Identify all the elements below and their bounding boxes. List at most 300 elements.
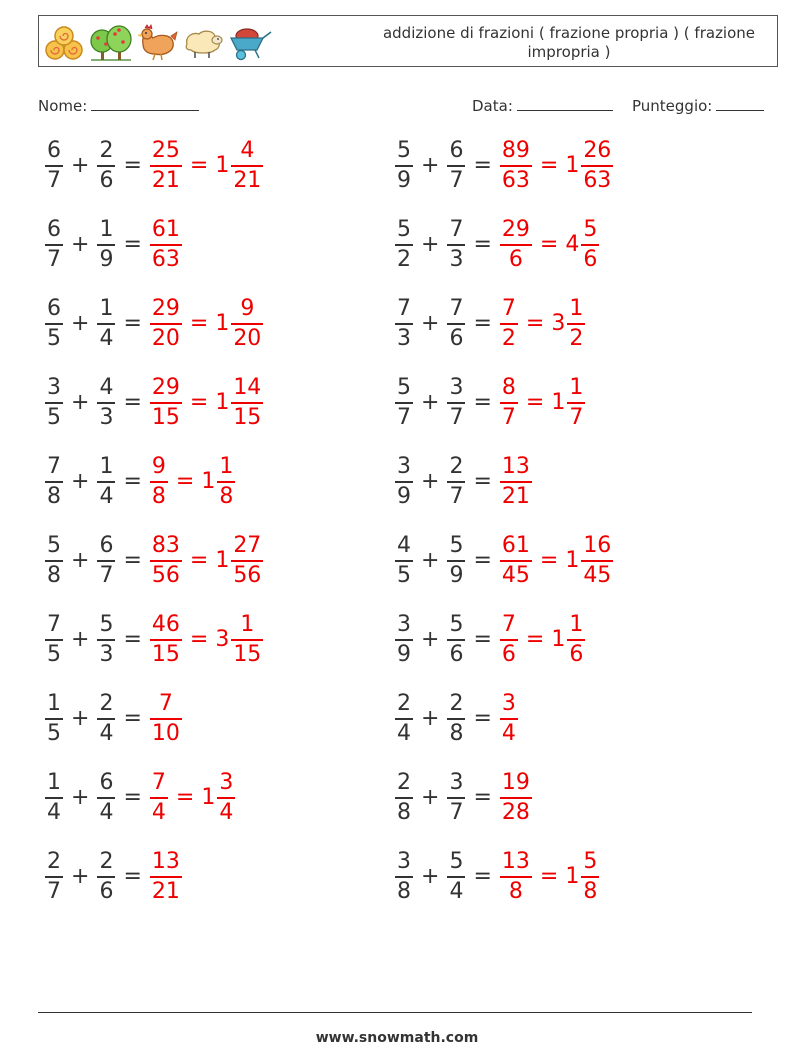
- addend-2-denominator: 7: [449, 800, 464, 825]
- mixed-denominator: 2: [569, 326, 584, 351]
- plus-sign: +: [421, 232, 440, 257]
- addend-1-fraction: [394, 533, 414, 589]
- addend-2-denominator: 3: [99, 405, 114, 430]
- addend-1-fraction: [44, 533, 64, 589]
- mixed-fraction: [216, 454, 236, 510]
- addend-1-fraction: [44, 375, 64, 431]
- result-fraction-bar: [150, 165, 182, 167]
- addend-1-numerator: 3: [47, 375, 61, 400]
- equals-sign: =: [123, 469, 142, 494]
- mixed-fraction-bar: [231, 323, 263, 325]
- problem-item: [44, 847, 183, 907]
- result-numerator: 89: [501, 138, 530, 163]
- addend-1-numerator: 5: [397, 217, 411, 242]
- answer: [499, 454, 533, 510]
- addend-2-denominator: 4: [99, 721, 114, 746]
- answer: [149, 375, 264, 431]
- addend-2-denominator: 4: [99, 326, 114, 351]
- mixed-fraction-bar: [567, 323, 585, 325]
- equals-sign: =: [123, 706, 142, 731]
- result-denominator: 15: [151, 642, 180, 667]
- result-numerator: 13: [501, 454, 530, 479]
- result-denominator: 63: [501, 168, 530, 193]
- answer: [499, 217, 600, 273]
- mixed-numerator: 16: [583, 533, 612, 558]
- addend-1-fraction: [44, 691, 64, 747]
- result-numerator: 7: [158, 691, 173, 716]
- plus-sign: +: [71, 627, 90, 652]
- addend-2-fraction: [446, 849, 466, 905]
- addend-1-fraction-bar: [395, 639, 413, 641]
- answer: [499, 138, 614, 194]
- mixed-whole-number: 1: [215, 390, 230, 415]
- result-fraction: [499, 217, 533, 273]
- result-fraction-bar: [500, 876, 532, 878]
- result-denominator: 8: [151, 484, 166, 509]
- hen-icon: [135, 22, 179, 62]
- addend-1-numerator: 3: [397, 454, 411, 479]
- plus-sign: +: [71, 311, 90, 336]
- equals-sign: =: [123, 548, 142, 573]
- addend-2-fraction-bar: [97, 876, 115, 878]
- addend-2-fraction-bar: [97, 244, 115, 246]
- mixed-denominator: 45: [583, 563, 612, 588]
- problem-item: [44, 215, 183, 275]
- addend-1-numerator: 5: [397, 138, 411, 163]
- mixed-numerator: 1: [569, 296, 584, 321]
- addend-2-fraction: [96, 533, 116, 589]
- addend-2-fraction: [96, 375, 116, 431]
- mixed-fraction-bar: [581, 165, 613, 167]
- equals-sign: =: [123, 390, 142, 415]
- addend-2-fraction-bar: [447, 402, 465, 404]
- addend-2-denominator: 4: [99, 800, 114, 825]
- addend-2-fraction-bar: [447, 165, 465, 167]
- addend-2-fraction-bar: [447, 639, 465, 641]
- equals-sign: =: [473, 232, 492, 257]
- answer: [499, 770, 533, 826]
- equals-sign: =: [473, 548, 492, 573]
- equals-sign: =: [473, 627, 492, 652]
- result-numerator: 19: [501, 770, 530, 795]
- addend-2-denominator: 3: [99, 642, 114, 667]
- addend-2-fraction: [446, 217, 466, 273]
- addend-2-fraction-bar: [97, 165, 115, 167]
- addend-1-fraction-bar: [45, 797, 63, 799]
- addend-1-denominator: 8: [47, 563, 61, 588]
- result-fraction: [149, 296, 183, 352]
- problem-item: [44, 294, 264, 354]
- equals-sign: =: [473, 864, 492, 889]
- answer-equals-sign: =: [189, 390, 209, 415]
- problem-item: [394, 689, 519, 749]
- addend-1-numerator: 2: [397, 770, 411, 795]
- addend-2-fraction: [96, 454, 116, 510]
- addend-2-denominator: 7: [449, 405, 464, 430]
- result-denominator: 4: [501, 721, 516, 746]
- mixed-fraction: [566, 375, 586, 431]
- result-numerator: 25: [151, 138, 180, 163]
- mixed-fraction: [230, 296, 264, 352]
- worksheet-title: addizione di frazioni ( frazione propria ) ( frazione impropria ): [382, 24, 756, 61]
- addend-2-fraction: [446, 770, 466, 826]
- result-numerator: 3: [501, 691, 516, 716]
- answer-equals-sign: =: [189, 627, 209, 652]
- mixed-fraction: [580, 533, 614, 589]
- addend-2-numerator: 5: [449, 849, 464, 874]
- answer: [149, 612, 264, 668]
- answer: [149, 454, 236, 510]
- addend-1-numerator: 1: [47, 770, 61, 795]
- result-fraction: [499, 533, 533, 589]
- addend-2-fraction-bar: [97, 323, 115, 325]
- addend-1-denominator: 3: [397, 326, 411, 351]
- mixed-whole-number: 1: [215, 153, 230, 178]
- result-denominator: 45: [501, 563, 530, 588]
- problem-item: [44, 531, 264, 591]
- mixed-denominator: 20: [233, 326, 262, 351]
- addend-2-numerator: 1: [99, 454, 114, 479]
- equals-sign: =: [123, 785, 142, 810]
- result-fraction-bar: [500, 323, 518, 325]
- mixed-fraction-bar: [231, 165, 263, 167]
- addend-2-fraction-bar: [97, 797, 115, 799]
- answer: [149, 296, 264, 352]
- addend-1-fraction-bar: [45, 718, 63, 720]
- date-field: [472, 94, 613, 115]
- mixed-whole-number: 1: [201, 785, 216, 810]
- plus-sign: +: [71, 864, 90, 889]
- addend-2-denominator: 6: [99, 168, 114, 193]
- result-fraction: [499, 612, 519, 668]
- mixed-numerator: 26: [583, 138, 612, 163]
- addend-1-denominator: 4: [397, 721, 411, 746]
- addend-2-numerator: 5: [449, 612, 464, 637]
- result-fraction: [499, 849, 533, 905]
- addend-1-numerator: 6: [47, 296, 61, 321]
- addend-1-fraction: [44, 296, 64, 352]
- result-fraction: [149, 533, 183, 589]
- score-blank: [716, 94, 764, 111]
- result-denominator: 10: [151, 721, 180, 746]
- addend-1-denominator: 5: [397, 563, 411, 588]
- answer: [499, 691, 519, 747]
- result-numerator: 29: [501, 217, 530, 242]
- addend-1-numerator: 5: [47, 533, 61, 558]
- addend-2-fraction-bar: [447, 718, 465, 720]
- mixed-fraction-bar: [581, 560, 613, 562]
- hay-bales-icon: [43, 22, 85, 62]
- result-numerator: 61: [501, 533, 530, 558]
- plus-sign: +: [71, 390, 90, 415]
- addend-2-fraction-bar: [447, 481, 465, 483]
- addend-1-fraction: [394, 454, 414, 510]
- mixed-fraction: [580, 849, 600, 905]
- result-denominator: 8: [508, 879, 523, 904]
- mixed-fraction: [230, 612, 264, 668]
- mixed-whole-number: 1: [565, 548, 580, 573]
- mixed-denominator: 21: [233, 168, 262, 193]
- addend-1-numerator: 7: [47, 454, 61, 479]
- plus-sign: +: [421, 390, 440, 415]
- addend-1-fraction: [394, 138, 414, 194]
- addend-1-fraction: [44, 454, 64, 510]
- problem-item: [394, 610, 586, 670]
- mixed-denominator: 63: [583, 168, 612, 193]
- result-denominator: 20: [151, 326, 180, 351]
- addend-1-denominator: 5: [47, 326, 61, 351]
- addend-2-fraction: [96, 770, 116, 826]
- addend-1-denominator: 2: [397, 247, 411, 272]
- plus-sign: +: [421, 864, 440, 889]
- mixed-fraction-bar: [567, 402, 585, 404]
- answer: [149, 691, 183, 747]
- result-denominator: 7: [501, 405, 516, 430]
- addend-2-fraction: [446, 612, 466, 668]
- mixed-fraction-bar: [231, 639, 263, 641]
- addend-2-fraction: [96, 217, 116, 273]
- addend-1-denominator: 9: [397, 168, 411, 193]
- addend-2-numerator: 6: [449, 138, 464, 163]
- addend-1-fraction-bar: [45, 481, 63, 483]
- addend-2-numerator: 5: [449, 533, 464, 558]
- mixed-numerator: 3: [219, 770, 234, 795]
- result-numerator: 29: [151, 296, 180, 321]
- addend-1-numerator: 2: [397, 691, 411, 716]
- equals-sign: =: [473, 469, 492, 494]
- mixed-fraction-bar: [217, 797, 235, 799]
- addend-2-denominator: 4: [449, 879, 464, 904]
- answer-equals-sign: =: [539, 153, 559, 178]
- equals-sign: =: [473, 390, 492, 415]
- addend-1-denominator: 7: [47, 879, 61, 904]
- result-numerator: 29: [151, 375, 180, 400]
- result-fraction-bar: [500, 165, 532, 167]
- date-blank: [517, 94, 613, 111]
- result-numerator: 8: [501, 375, 516, 400]
- addend-2-numerator: 2: [449, 691, 464, 716]
- mixed-fraction: [230, 375, 264, 431]
- mixed-whole-number: 1: [215, 548, 230, 573]
- mixed-whole-number: 1: [201, 469, 216, 494]
- mixed-whole-number: 3: [215, 627, 230, 652]
- mixed-denominator: 7: [569, 405, 584, 430]
- problem-item: [44, 768, 236, 828]
- result-numerator: 7: [501, 612, 516, 637]
- mixed-denominator: 15: [233, 405, 262, 430]
- addend-2-numerator: 3: [449, 375, 464, 400]
- result-numerator: 13: [151, 849, 180, 874]
- result-fraction-bar: [150, 639, 182, 641]
- mixed-denominator: 4: [219, 800, 234, 825]
- addend-2-fraction: [96, 612, 116, 668]
- addend-1-fraction-bar: [395, 165, 413, 167]
- mixed-numerator: 5: [583, 849, 598, 874]
- result-fraction-bar: [150, 481, 168, 483]
- mixed-fraction: [566, 296, 586, 352]
- name-blank: [91, 94, 199, 111]
- result-denominator: 56: [151, 563, 180, 588]
- addend-2-denominator: 7: [449, 168, 464, 193]
- addend-2-fraction-bar: [447, 560, 465, 562]
- addend-1-numerator: 2: [47, 849, 61, 874]
- addend-1-fraction-bar: [395, 718, 413, 720]
- problem-item: [44, 136, 264, 196]
- answer: [149, 533, 264, 589]
- addend-2-fraction: [446, 296, 466, 352]
- addend-2-fraction: [96, 296, 116, 352]
- addend-1-fraction-bar: [395, 244, 413, 246]
- answer: [499, 375, 586, 431]
- problem-item: [394, 768, 533, 828]
- result-fraction: [149, 138, 183, 194]
- addend-1-fraction: [394, 217, 414, 273]
- addend-1-fraction-bar: [45, 560, 63, 562]
- mixed-fraction: [566, 612, 586, 668]
- result-denominator: 15: [151, 405, 180, 430]
- addend-2-fraction: [96, 849, 116, 905]
- mixed-fraction-bar: [581, 876, 599, 878]
- date-label: Data:: [472, 97, 513, 115]
- answer: [499, 612, 586, 668]
- answer-equals-sign: =: [539, 548, 559, 573]
- addend-1-numerator: 7: [47, 612, 61, 637]
- addend-2-numerator: 1: [99, 296, 114, 321]
- addend-1-numerator: 5: [397, 375, 411, 400]
- addend-2-denominator: 7: [99, 563, 114, 588]
- addend-2-fraction: [446, 454, 466, 510]
- addend-1-denominator: 8: [397, 800, 411, 825]
- equals-sign: =: [123, 232, 142, 257]
- result-fraction: [149, 691, 183, 747]
- addend-1-numerator: 3: [397, 612, 411, 637]
- result-numerator: 46: [151, 612, 180, 637]
- problem-item: [44, 452, 236, 512]
- plus-sign: +: [71, 153, 90, 178]
- addend-2-numerator: 6: [99, 533, 114, 558]
- result-fraction: [499, 691, 519, 747]
- addend-1-fraction-bar: [45, 165, 63, 167]
- problem-item: [394, 294, 586, 354]
- answer: [149, 770, 236, 826]
- result-fraction: [149, 454, 169, 510]
- equals-sign: =: [473, 311, 492, 336]
- answer-equals-sign: =: [539, 864, 559, 889]
- addend-2-denominator: 3: [449, 247, 464, 272]
- mixed-denominator: 56: [233, 563, 262, 588]
- addend-2-fraction: [446, 691, 466, 747]
- addend-2-denominator: 6: [449, 642, 464, 667]
- addend-2-numerator: 2: [99, 849, 114, 874]
- answer-equals-sign: =: [525, 390, 545, 415]
- problem-item: [394, 847, 600, 907]
- addend-1-fraction: [44, 612, 64, 668]
- addend-1-denominator: 7: [47, 247, 61, 272]
- addend-2-fraction-bar: [97, 481, 115, 483]
- addend-1-fraction: [44, 849, 64, 905]
- addend-1-fraction: [44, 217, 64, 273]
- addend-2-numerator: 2: [449, 454, 464, 479]
- problem-item: [44, 610, 264, 670]
- addend-1-denominator: 4: [47, 800, 61, 825]
- addend-2-fraction-bar: [97, 718, 115, 720]
- sheep-icon: [181, 22, 225, 62]
- result-numerator: 7: [501, 296, 516, 321]
- addend-1-denominator: 9: [397, 484, 411, 509]
- addend-2-numerator: 6: [99, 770, 114, 795]
- name-field: [38, 94, 199, 115]
- result-fraction: [149, 217, 183, 273]
- mixed-whole-number: 3: [551, 311, 566, 336]
- addend-1-denominator: 5: [47, 721, 61, 746]
- mixed-numerator: 1: [240, 612, 255, 637]
- result-denominator: 4: [151, 800, 166, 825]
- addend-2-fraction-bar: [447, 323, 465, 325]
- answer-equals-sign: =: [189, 311, 209, 336]
- addend-1-fraction: [394, 612, 414, 668]
- equals-sign: =: [123, 311, 142, 336]
- result-denominator: 63: [151, 247, 180, 272]
- problem-item: [394, 531, 614, 591]
- result-fraction: [149, 770, 169, 826]
- addend-2-numerator: 2: [99, 691, 114, 716]
- problem-item: [44, 689, 183, 749]
- result-denominator: 6: [508, 247, 523, 272]
- mixed-denominator: 8: [219, 484, 234, 509]
- result-numerator: 83: [151, 533, 180, 558]
- equals-sign: =: [123, 627, 142, 652]
- addend-2-numerator: 4: [99, 375, 114, 400]
- plus-sign: +: [421, 153, 440, 178]
- addend-1-numerator: 3: [397, 849, 411, 874]
- answer-equals-sign: =: [189, 153, 209, 178]
- mixed-denominator: 8: [583, 879, 598, 904]
- answer: [149, 849, 183, 905]
- header-icons: [43, 22, 273, 62]
- result-fraction-bar: [500, 639, 518, 641]
- mixed-numerator: 9: [240, 296, 255, 321]
- result-fraction-bar: [150, 876, 182, 878]
- addend-1-numerator: 4: [397, 533, 411, 558]
- addend-2-fraction-bar: [447, 244, 465, 246]
- result-denominator: 2: [501, 326, 516, 351]
- addend-2-denominator: 6: [449, 326, 464, 351]
- addend-1-fraction: [44, 770, 64, 826]
- answer: [149, 138, 264, 194]
- addend-1-fraction-bar: [45, 244, 63, 246]
- addend-1-fraction: [394, 296, 414, 352]
- addend-1-numerator: 7: [397, 296, 411, 321]
- result-fraction-bar: [150, 323, 182, 325]
- result-fraction-bar: [500, 560, 532, 562]
- plus-sign: +: [421, 311, 440, 336]
- result-fraction: [499, 770, 533, 826]
- result-fraction: [149, 375, 183, 431]
- addend-2-denominator: 6: [99, 879, 114, 904]
- plus-sign: +: [71, 706, 90, 731]
- result-fraction-bar: [500, 797, 532, 799]
- plus-sign: +: [421, 469, 440, 494]
- result-fraction: [499, 375, 519, 431]
- addend-2-numerator: 5: [99, 612, 114, 637]
- score-label: Punteggio:: [632, 97, 713, 115]
- result-fraction-bar: [150, 402, 182, 404]
- equals-sign: =: [473, 153, 492, 178]
- mixed-fraction-bar: [231, 402, 263, 404]
- problem-item: [394, 452, 533, 512]
- mixed-whole-number: 1: [215, 311, 230, 336]
- addend-1-fraction: [394, 375, 414, 431]
